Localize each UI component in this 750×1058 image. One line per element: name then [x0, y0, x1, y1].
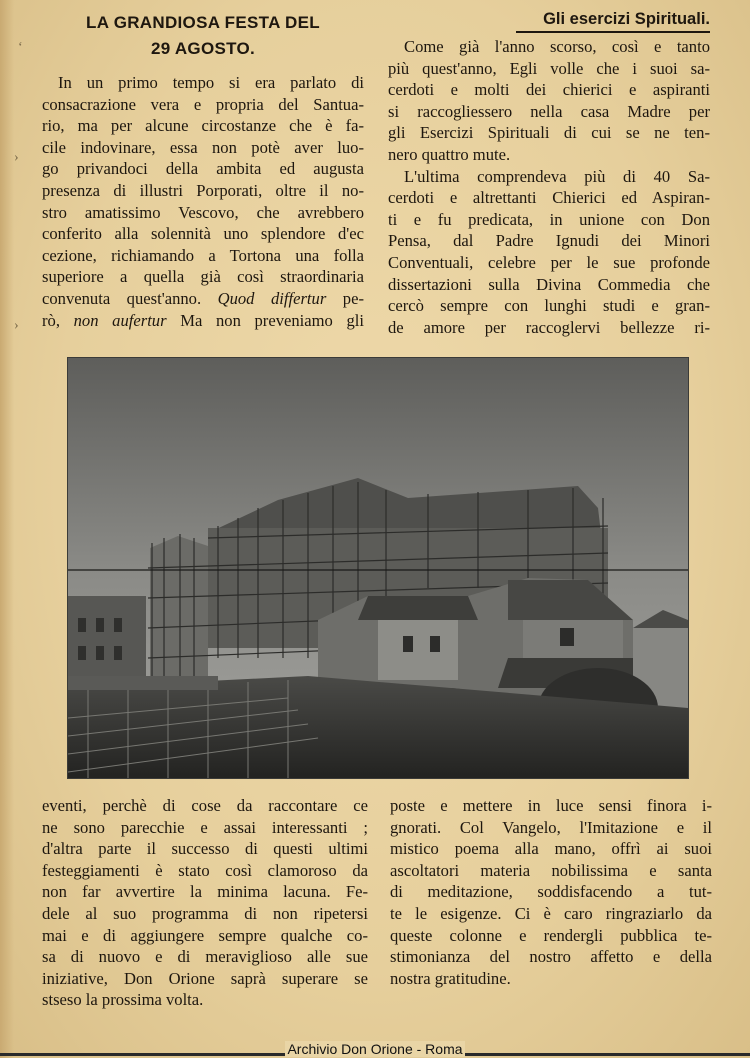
text-line: ti e fu predicata, in unione con Don	[388, 209, 710, 229]
text-line: L'ultima comprendeva più di 40 Sa-	[404, 166, 710, 186]
text-line: de amore per raccoglervi bellezze ri-	[388, 317, 710, 337]
text-line: te le esigenze. Ci è caro ringraziarlo da	[390, 903, 712, 923]
text-line: festeggiamenti è stato così clamoroso da	[42, 860, 368, 880]
text-line: Pensa, dal Padre Ignudi dei Minori	[388, 231, 710, 251]
text-line: In un primo tempo si era parlato di	[58, 73, 364, 92]
text-line: d'altra parte il successo di questi ultimi	[42, 839, 368, 859]
right-column-bottom	[390, 795, 712, 989]
text-line: conferito alla solennità uno splendore d'ec	[42, 224, 364, 244]
latin-phrase: non aufertur	[73, 310, 167, 330]
text-line: dele al suo programma di non ripetersi	[42, 903, 368, 923]
article-heading-line2: 29 AGOSTO.	[150, 39, 256, 58]
text-fragment: convenuta quest'anno.	[42, 288, 202, 308]
text-line: go privandoci della ambita ed augusta	[42, 159, 364, 179]
left-column-bottom	[42, 795, 368, 1011]
watermark-text: Archivio Don Orione - Roma	[287, 1041, 463, 1057]
text-line: si raccogliessero nella casa Madre per	[388, 101, 710, 121]
latin-phrase: Quod differtur	[217, 288, 327, 308]
text-line: cile indovinare, essa non potè aver luo-	[42, 137, 364, 157]
text-line: ascoltatori materia nobilissima e santa	[390, 860, 712, 880]
text-line: stimonianza del nostro affetto e della	[390, 947, 712, 967]
text-line: più quest'anno, Egli volle che i suoi sa-	[388, 58, 710, 78]
text-line: cerdoti e molti dei chierici e aspiranti	[388, 80, 710, 100]
sanctuary-construction-photo	[68, 358, 688, 778]
text-line: non far avvertire la minima lacuna. Fe-	[42, 882, 368, 902]
left-building	[68, 596, 146, 678]
text-line: consacrazione vera e propria del Santua-	[42, 94, 364, 114]
right-column-top	[388, 36, 710, 338]
text-line: iniziative, Don Orione saprà superare se	[42, 968, 368, 988]
text-line: queste colonne e rendergli pubblica te-	[390, 925, 712, 945]
text-fragment: pe-	[326, 288, 364, 308]
margin-mark: ›	[14, 150, 19, 165]
text-line: mistico poema alla mano, offrì ai suoi	[390, 839, 712, 859]
text-line: di meditazione, soddisfacendo a tut-	[390, 882, 712, 902]
wall	[68, 676, 218, 690]
text-line	[42, 288, 364, 310]
article-heading-line1: LA GRANDIOSA FESTA DEL	[86, 13, 320, 32]
photo-illustration	[68, 358, 688, 778]
text-line: mai e di aggiungere sempre qualche co-	[42, 925, 368, 945]
section-heading: Gli esercizi Spirituali.	[516, 8, 710, 33]
text-line: gli Esercizi Spirituali di cui se ne ten-	[388, 123, 710, 143]
text-line: cerdoti e altrettanti Chierici ed Aspiran-	[388, 188, 710, 208]
margin-mark: ʻ	[18, 40, 23, 55]
text-line: eventi, perchè di cose da raccontare ce	[42, 796, 368, 815]
text-line: nero quattro mute.	[388, 144, 511, 164]
text-line: rio, ma per alcune circostanze che è fa-	[42, 116, 364, 136]
text-fragment: rò,	[42, 310, 74, 330]
text-fragment: Ma non preveniamo gli	[166, 310, 364, 330]
text-line: sa di nuovo e di meraviglioso alle sue	[42, 947, 368, 967]
house-roof	[358, 596, 478, 620]
binding-edge	[0, 0, 14, 1058]
text-line	[42, 310, 364, 332]
text-line: stseso la prossima volta.	[42, 990, 204, 1010]
margin-mark: ›	[14, 318, 19, 333]
house-wall	[378, 620, 458, 680]
left-column-top	[42, 10, 364, 331]
text-line: Conventuali, celebre per le sue profonde	[388, 252, 710, 272]
text-line: superiore a quella già così straordinaria	[42, 267, 364, 287]
text-line: presenza di illustri Porporati, oltre il no-	[42, 180, 364, 200]
text-line: cercò sempre con lunghi studi e gran-	[388, 296, 710, 316]
text-line: poste e mettere in luce sensi finora i-	[390, 796, 712, 815]
text-line: dissertazioni sulla Divina Commedia che	[388, 274, 710, 294]
text-line: ne sono parecchie e assai interessanti ;	[42, 817, 368, 837]
text-line: Come già l'anno scorso, così e tanto	[404, 37, 710, 56]
archive-watermark	[0, 1040, 750, 1058]
text-line: cezione, richiamando a Tortona una folla	[42, 245, 364, 265]
text-line: nostra gratitudine.	[390, 968, 511, 988]
text-line: gnorati. Col Vangelo, l'Imitazione e il	[390, 817, 712, 837]
text-line: stro amatissimo Vescovo, che avrebbero	[42, 202, 364, 222]
